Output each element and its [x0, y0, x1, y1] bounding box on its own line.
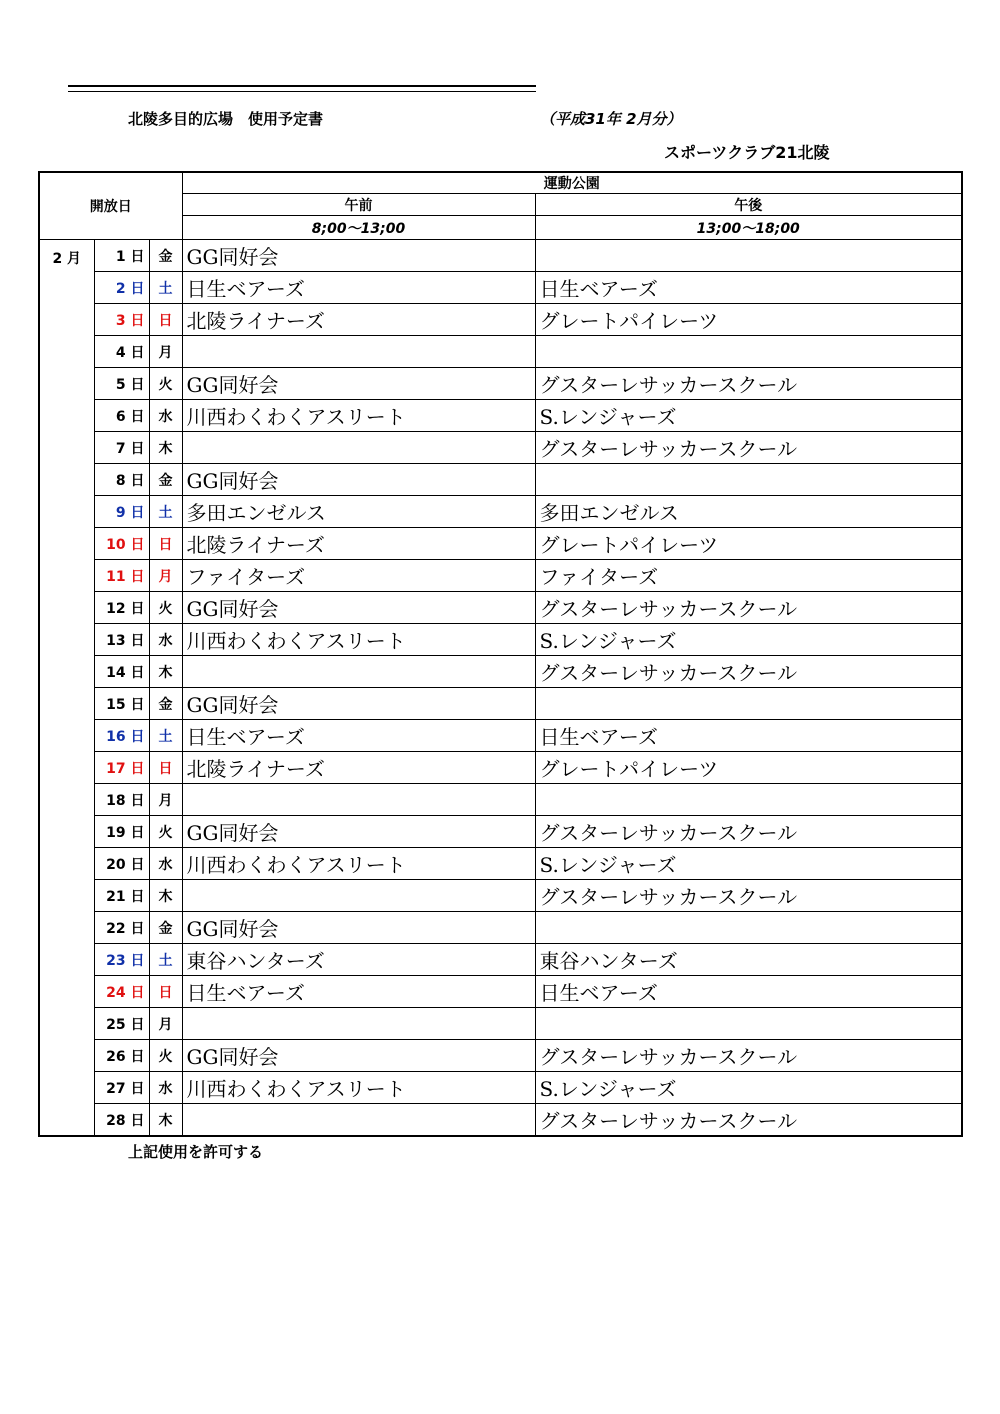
day-number: 7 日: [94, 432, 149, 464]
day-number: 25 日: [94, 1008, 149, 1040]
table-row: [39, 432, 962, 464]
day-number: 22 日: [94, 912, 149, 944]
day-of-week: 火: [149, 1040, 182, 1072]
pm-time-header: 13;00～18;00: [535, 216, 962, 240]
pm-header: 午後: [535, 194, 962, 216]
day-number: 19 日: [94, 816, 149, 848]
pm-entry: [535, 1008, 962, 1040]
period-label: （平成31年 2月分）: [540, 110, 682, 128]
day-of-week: 土: [149, 496, 182, 528]
am-entry: GG同好会: [182, 912, 535, 944]
table-row: [39, 592, 962, 624]
pm-entry: 日生ベアーズ: [535, 976, 962, 1008]
table-row: [39, 848, 962, 880]
pm-entry: [535, 688, 962, 720]
table-row: [39, 528, 962, 560]
pm-entry: [535, 784, 962, 816]
day-number: 26 日: [94, 1040, 149, 1072]
table-row: [39, 304, 962, 336]
day-number: 13 日: [94, 624, 149, 656]
pm-entry: グスターレサッカースクール: [535, 432, 962, 464]
day-of-week: 木: [149, 880, 182, 912]
table-row: [39, 880, 962, 912]
pm-entry: グレートパイレーツ: [535, 528, 962, 560]
day-of-week: 日: [149, 528, 182, 560]
day-number: 4 日: [94, 336, 149, 368]
day-of-week: 火: [149, 592, 182, 624]
pm-entry: S.レンジャーズ: [535, 1072, 962, 1104]
day-of-week: 金: [149, 240, 182, 272]
am-entry: GG同好会: [182, 816, 535, 848]
day-of-week: 金: [149, 464, 182, 496]
am-entry: [182, 784, 535, 816]
table-row: [39, 944, 962, 976]
am-entry: 東谷ハンターズ: [182, 944, 535, 976]
pm-entry: グスターレサッカースクール: [535, 880, 962, 912]
day-of-week: 土: [149, 944, 182, 976]
approval-note: 上記使用を許可する: [128, 1143, 264, 1161]
day-of-week: 木: [149, 432, 182, 464]
am-time-header: 8;00～13;00: [182, 216, 535, 240]
pm-entry: グスターレサッカースクール: [535, 592, 962, 624]
table-row: [39, 1104, 962, 1137]
schedule-table: [38, 171, 963, 1137]
am-entry: [182, 336, 535, 368]
day-number: 15 日: [94, 688, 149, 720]
day-number: 1 日: [94, 240, 149, 272]
am-entry: GG同好会: [182, 464, 535, 496]
table-row: [39, 656, 962, 688]
day-number: 9 日: [94, 496, 149, 528]
day-of-week: 月: [149, 1008, 182, 1040]
table-row: [39, 464, 962, 496]
document-title: 北陵多目的広場 使用予定書: [128, 110, 324, 128]
venue-header: 運動公園: [182, 172, 962, 194]
day-of-week: 水: [149, 848, 182, 880]
pm-entry: [535, 912, 962, 944]
table-row: [39, 1072, 962, 1104]
organization-name: スポーツクラブ21北陵: [664, 143, 830, 162]
am-header: 午前: [182, 194, 535, 216]
am-entry: 多田エンゼルス: [182, 496, 535, 528]
am-entry: 北陵ライナーズ: [182, 304, 535, 336]
pm-entry: [535, 464, 962, 496]
table-row: [39, 240, 962, 272]
pm-entry: S.レンジャーズ: [535, 624, 962, 656]
pm-entry: グスターレサッカースクール: [535, 368, 962, 400]
day-number: 28 日: [94, 1104, 149, 1137]
day-of-week: 月: [149, 784, 182, 816]
top-rule: [68, 85, 536, 92]
pm-entry: [535, 336, 962, 368]
pm-entry: S.レンジャーズ: [535, 400, 962, 432]
pm-entry: 日生ベアーズ: [535, 272, 962, 304]
am-entry: [182, 1008, 535, 1040]
open-day-header: 開放日: [39, 172, 182, 240]
table-row: [39, 368, 962, 400]
day-number: 11 日: [94, 560, 149, 592]
day-number: 10 日: [94, 528, 149, 560]
day-of-week: 土: [149, 720, 182, 752]
table-row: [39, 816, 962, 848]
day-of-week: 日: [149, 304, 182, 336]
day-number: 18 日: [94, 784, 149, 816]
table-row: [39, 912, 962, 944]
month-cell: 2 月: [39, 240, 94, 1137]
day-of-week: 月: [149, 336, 182, 368]
am-entry: [182, 432, 535, 464]
table-row: [39, 272, 962, 304]
pm-entry: ファイターズ: [535, 560, 962, 592]
am-entry: 川西わくわくアスリート: [182, 400, 535, 432]
table-row: [39, 336, 962, 368]
day-number: 17 日: [94, 752, 149, 784]
pm-entry: [535, 240, 962, 272]
am-entry: GG同好会: [182, 368, 535, 400]
am-entry: 日生ベアーズ: [182, 976, 535, 1008]
pm-entry: 多田エンゼルス: [535, 496, 962, 528]
pm-entry: 日生ベアーズ: [535, 720, 962, 752]
am-entry: GG同好会: [182, 1040, 535, 1072]
table-row: [39, 720, 962, 752]
table-row: [39, 752, 962, 784]
am-entry: ファイターズ: [182, 560, 535, 592]
am-entry: [182, 656, 535, 688]
day-number: 3 日: [94, 304, 149, 336]
day-number: 5 日: [94, 368, 149, 400]
pm-entry: グレートパイレーツ: [535, 304, 962, 336]
am-entry: 川西わくわくアスリート: [182, 848, 535, 880]
day-of-week: 木: [149, 1104, 182, 1137]
am-entry: [182, 1104, 535, 1137]
am-entry: GG同好会: [182, 240, 535, 272]
schedule-body: [39, 172, 962, 1136]
day-of-week: 水: [149, 400, 182, 432]
day-of-week: 月: [149, 560, 182, 592]
day-of-week: 火: [149, 816, 182, 848]
pm-entry: グスターレサッカースクール: [535, 1104, 962, 1137]
pm-entry: グスターレサッカースクール: [535, 816, 962, 848]
day-number: 16 日: [94, 720, 149, 752]
table-row: [39, 1040, 962, 1072]
day-of-week: 金: [149, 912, 182, 944]
day-number: 27 日: [94, 1072, 149, 1104]
am-entry: 日生ベアーズ: [182, 720, 535, 752]
am-entry: [182, 880, 535, 912]
day-of-week: 日: [149, 976, 182, 1008]
table-row: [39, 560, 962, 592]
day-of-week: 日: [149, 752, 182, 784]
day-of-week: 水: [149, 1072, 182, 1104]
am-entry: GG同好会: [182, 592, 535, 624]
pm-entry: S.レンジャーズ: [535, 848, 962, 880]
day-number: 6 日: [94, 400, 149, 432]
day-number: 2 日: [94, 272, 149, 304]
pm-entry: 東谷ハンターズ: [535, 944, 962, 976]
day-number: 14 日: [94, 656, 149, 688]
day-of-week: 金: [149, 688, 182, 720]
am-entry: 川西わくわくアスリート: [182, 1072, 535, 1104]
day-of-week: 土: [149, 272, 182, 304]
am-entry: 北陵ライナーズ: [182, 752, 535, 784]
am-entry: 日生ベアーズ: [182, 272, 535, 304]
am-entry: GG同好会: [182, 688, 535, 720]
day-of-week: 水: [149, 624, 182, 656]
day-of-week: 木: [149, 656, 182, 688]
table-row: [39, 976, 962, 1008]
am-entry: 川西わくわくアスリート: [182, 624, 535, 656]
table-row: [39, 496, 962, 528]
table-row: [39, 688, 962, 720]
day-number: 24 日: [94, 976, 149, 1008]
day-of-week: 火: [149, 368, 182, 400]
table-row: [39, 1008, 962, 1040]
day-number: 23 日: [94, 944, 149, 976]
table-row: [39, 400, 962, 432]
day-number: 12 日: [94, 592, 149, 624]
table-row: [39, 624, 962, 656]
day-number: 20 日: [94, 848, 149, 880]
pm-entry: グスターレサッカースクール: [535, 656, 962, 688]
day-number: 21 日: [94, 880, 149, 912]
pm-entry: グスターレサッカースクール: [535, 1040, 962, 1072]
day-number: 8 日: [94, 464, 149, 496]
table-row: [39, 784, 962, 816]
am-entry: 北陵ライナーズ: [182, 528, 535, 560]
pm-entry: グレートパイレーツ: [535, 752, 962, 784]
